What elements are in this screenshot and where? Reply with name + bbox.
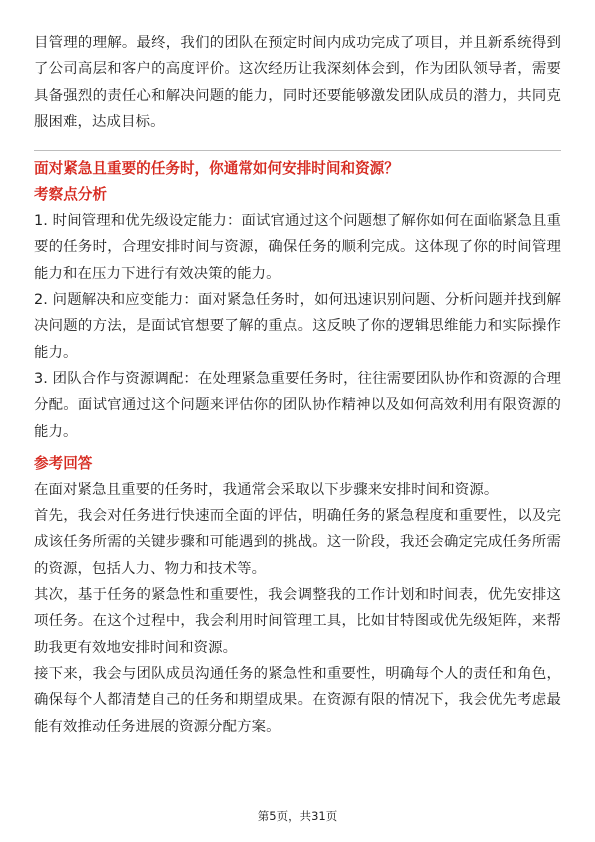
answer-paragraph: 首先，我会对任务进行快速而全面的评估，明确任务的紧急程度和重要性，以及完成该任务所需的关键步骤和可能遇到的挑战。这一阶段，我还会确定完成任务所需的资源，包括人力、物力和技术等。 <box>34 508 561 577</box>
intro-paragraph: 目管理的理解。最终，我们的团队在预定时间内成功完成了项目，并且新系统得到了公司高层和客户的高度评价。这次经历让我深刻体会到，作为团队领导者，需要具备强烈的责任心和解决问题的能力，同时还要能够激发团队成员的潜力，共同克服困难，达成目标。 <box>34 35 561 130</box>
answer-paragraph: 在面对紧急且重要的任务时，我通常会采取以下步骤来安排时间和资源。 <box>34 481 499 498</box>
analysis-point: 2. 问题解决和应变能力：面对紧急任务时，如何迅速识别问题、分析问题并找到解决问题的方法，是面试官想要了解的重点。这反映了你的逻辑思维能力和实际操作能力。 <box>34 292 561 361</box>
answer-title: 参考回答 <box>34 454 93 472</box>
analysis-title: 考察点分析 <box>34 186 107 204</box>
question-heading: 面对紧急且重要的任务时，你通常如何安排时间和资源？ <box>34 160 399 178</box>
analysis-point: 3. 团队合作与资源调配：在处理紧急重要任务时，往往需要团队协作和资源的合理分配。面试官通过这个问题来评估你的团队协作精神以及如何高效利用有限资源的能力。 <box>34 370 561 440</box>
page-number: 第5页，共31页 <box>257 809 338 823</box>
document-page <box>34 30 561 740</box>
answer-paragraph: 接下来，我会与团队成员沟通任务的紧急性和重要性，明确每个人的责任和角色，确保每个人都清楚自己的任务和期望成果。在资源有限的情况下，我会优先考虑最能有效推动任务进展的资源分配方案。 <box>34 665 561 735</box>
answer-paragraph: 其次，基于任务的紧急性和重要性，我会调整我的工作计划和时间表，优先安排这项任务。在这个过程中，我会利用时间管理工具，比如甘特图或优先级矩阵，来帮助我更有效地安排时间和资源。 <box>34 587 561 656</box>
section-divider <box>34 150 561 151</box>
analysis-point: 1. 时间管理和优先级设定能力：面试官通过这个问题想了解你如何在面临紧急且重要的任务时，合理安排时间与资源，确保任务的顺利完成。这体现了你的时间管理能力和在压力下进行有效决策的能力。 <box>34 213 561 282</box>
